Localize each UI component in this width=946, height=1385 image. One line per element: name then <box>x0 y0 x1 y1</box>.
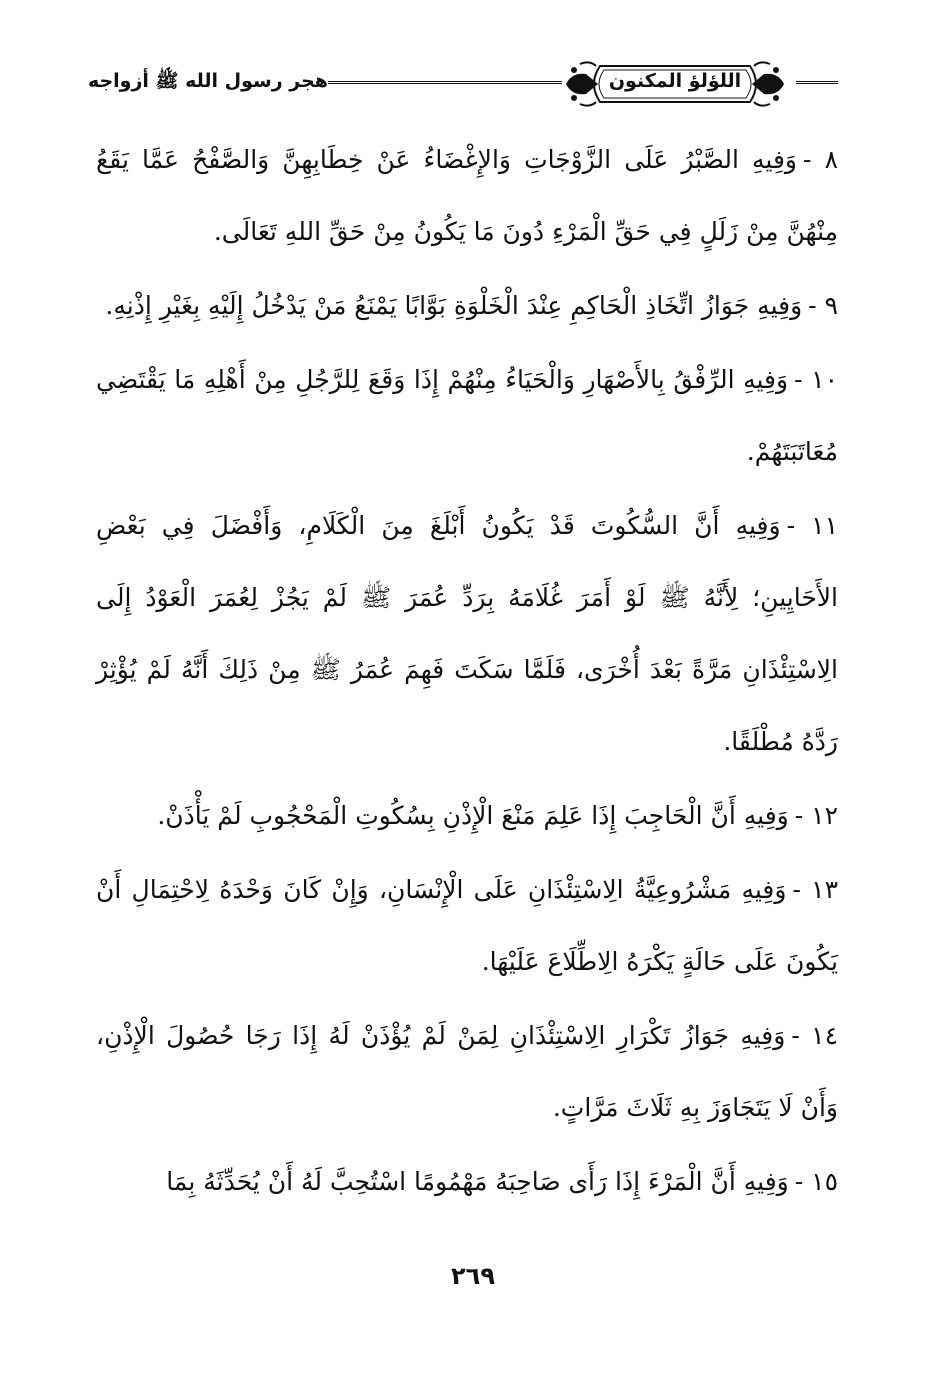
paragraph-number: ١٤ - <box>791 1021 838 1050</box>
page-number: ٢٦٩ <box>451 1262 495 1290</box>
paragraph-12 <box>96 780 838 852</box>
paragraph-number: ٨ - <box>803 145 838 174</box>
paragraph-14 <box>96 1000 838 1144</box>
paragraph-number: ٩ - <box>808 291 838 320</box>
header-rule-left <box>328 81 562 84</box>
paragraph-text: وَفِيهِ جَوَازُ اتِّخَاذِ الْحَاكِمِ عِنْدَ الْخَلْوَةِ بَوَّابًا يَمْنَعُ مَنْ يَدْخُلُ إِلَيْهِ بِغَيْرِ إِذْنِهِ. <box>105 291 803 320</box>
title-cartouche <box>560 58 790 110</box>
paragraph-11 <box>96 490 838 778</box>
paragraph-15 <box>96 1146 838 1218</box>
paragraph-text: وَفِيهِ الرِّفْقُ بِالأَصْهَارِ وَالْحَيَاءُ مِنْهُمْ إِذَا وَقَعَ لِلرَّجُلِ مِنْ أَهْلِهِ مَا يَقْتَضِي مُعَاتَبَتَهُمْ. <box>96 365 838 466</box>
chapter-title: هجر رسول الله ﷺ أزواجه <box>87 70 328 92</box>
paragraph-text: وَفِيهِ جَوَازُ تَكْرَارِ الِاسْتِئْذَانِ لِمَنْ لَمْ يُؤْذَنْ لَهُ إِذَا رَجَا حُصُولَ الْإِذْنِ، وَأَنْ لَا يَتَجَاوَزَ بِهِ ثَلَاثَ مَرَّاتٍ. <box>96 1021 838 1122</box>
paragraph-13 <box>96 854 838 998</box>
paragraph-9 <box>96 270 838 342</box>
paragraph-number: ١٠ - <box>794 365 838 394</box>
running-header <box>87 58 838 110</box>
paragraph-number: ١٣ - <box>792 875 838 904</box>
paragraph-text: وَفِيهِ أَنَّ السُّكُوتَ قَدْ يَكُونُ أَبْلَغَ مِنَ الْكَلَامِ، وَأَفْضَلَ فِي بَعْضِ الأَحَايِينِ؛ لِأَنَّهُ ﷺ لَوْ أَمَرَ غُلَامَهُ بِرَدِّ عُمَرَ ﷺ لَمْ يَجُزْ لِعُمَرَ الْعَوْدُ إِلَى الِاسْتِئْذَانِ مَرَّةً بَعْدَ أُخْرَى، فَلَمَّا سَكَتَ فَهِمَ عُمَرُ ﷺ مِنْ ذَلِكَ أَنَّهُ لَمْ يُؤْثِرْ رَدَّهُ مُطْلَقًا. <box>96 511 838 756</box>
paragraph-8 <box>96 124 838 268</box>
paragraph-text: وَفِيهِ مَشْرُوعِيَّةُ الِاسْتِئْذَانِ عَلَى الْإِنْسَانِ، وَإِنْ كَانَ وَحْدَهُ لِاحْتِمَالِ أَنْ يَكُونَ عَلَى حَالَةٍ يَكْرَهُ الِاطِّلَاعَ عَلَيْهَا. <box>96 875 838 976</box>
paragraph-number: ١٢ - <box>794 801 838 830</box>
paragraph-number: ١٥ - <box>794 1167 838 1196</box>
paragraph-number: ١١ - <box>786 511 838 540</box>
header-rule-right <box>796 81 838 84</box>
page-body <box>96 124 838 1220</box>
paragraph-text: وَفِيهِ الصَّبْرُ عَلَى الزَّوْجَاتِ وَالإِغْضَاءُ عَنْ خِطَابِهِنَّ وَالصَّفْحُ عَمَّا يَقَعُ مِنْهُنَّ مِنْ زَلَلٍ فِي حَقِّ الْمَرْءِ دُونَ مَا يَكُونُ مِنْ حَقِّ اللهِ تَعَالَى. <box>96 145 838 246</box>
paragraph-text: وَفِيهِ أَنَّ الْحَاجِبَ إِذَا عَلِمَ مَنْعَ الْإِذْنِ بِسُكُوتِ الْمَحْجُوبِ لَمْ يَأْذَنْ. <box>157 801 789 830</box>
paragraph-text: وَفِيهِ أَنَّ الْمَرْءَ إِذَا رَأَى صَاحِبَهُ مَهْمُومًا اسْتُحِبَّ لَهُ أَنْ يُحَدِّثَهُ بِمَا <box>166 1167 789 1196</box>
book-title: اللؤلؤ المكنون <box>608 70 742 92</box>
paragraph-10 <box>96 344 838 488</box>
